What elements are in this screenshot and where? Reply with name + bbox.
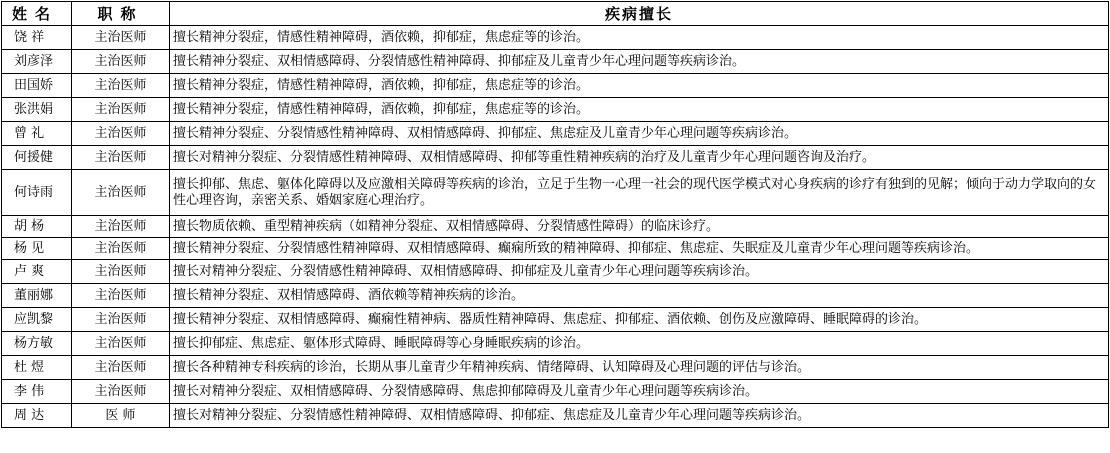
table-row — [2, 332, 1109, 356]
doctor-specialty: 擅长抑郁、焦虑、躯体化障碍以及应激相关障碍等疾病的诊治，立足于生物一心理一社会的现代医学模式对心身疾病的诊疗有独到的见解；倾向于动力学取向的女性心理咨询，亲密关系、婚姻家庭心理治疗。 — [170, 170, 1109, 216]
header-title: 职称 — [72, 2, 170, 26]
doctor-specialty: 擅长精神分裂症，情感性精神障碍，酒依赖，抑郁症，焦虑症等的诊治。 — [170, 26, 1109, 50]
doctor-name: 何援健 — [2, 146, 72, 170]
doctor-specialty: 擅长对精神分裂症、分裂情感性精神障碍、双相情感障碍、抑郁症、焦虑症及儿童青少年心理问题等疾病诊治。 — [170, 404, 1109, 428]
doctor-title: 主治医师 — [72, 332, 170, 356]
doctor-specialty: 擅长精神分裂症、分裂情感性精神障碍、双相情感障碍、癫痫所致的精神障碍、抑郁症、焦虑症、失眠症及儿童青少年心理问题等疾病诊治。 — [170, 238, 1109, 260]
doctor-name: 应凯黎 — [2, 308, 72, 332]
doctor-specialty: 擅长精神分裂症、双相情感障碍、癫痫性精神病、器质性精神障碍、焦虑症、抑郁症、酒依赖、创伤及应激障碍、睡眠障碍的诊治。 — [170, 308, 1109, 332]
doctor-name: 董丽娜 — [2, 284, 72, 308]
header-row — [2, 2, 1109, 26]
doctor-title: 主治医师 — [72, 50, 170, 74]
header-specialty: 疾病擅长 — [170, 2, 1109, 26]
doctor-title: 主治医师 — [72, 74, 170, 98]
table-row — [2, 26, 1109, 50]
doctor-specialty: 擅长精神分裂症，情感性精神障碍，酒依赖，抑郁症，焦虑症等的诊治。 — [170, 98, 1109, 122]
doctor-title: 主治医师 — [72, 170, 170, 216]
doctor-name: 杜 煜 — [2, 356, 72, 380]
table-row — [2, 356, 1109, 380]
table-row — [2, 308, 1109, 332]
table-row — [2, 146, 1109, 170]
doctor-name: 胡 杨 — [2, 216, 72, 238]
doctor-title: 主治医师 — [72, 308, 170, 332]
doctor-title: 主治医师 — [72, 260, 170, 284]
doctor-specialty: 擅长抑郁症、焦虑症、躯体形式障碍、睡眠障碍等心身睡眠疾病的诊治。 — [170, 332, 1109, 356]
doctor-name: 李 伟 — [2, 380, 72, 404]
doctor-name: 曾 礼 — [2, 122, 72, 146]
table-row — [2, 238, 1109, 260]
doctor-title: 主治医师 — [72, 216, 170, 238]
table-row — [2, 98, 1109, 122]
doctor-title: 主治医师 — [72, 98, 170, 122]
doctor-name: 刘彦泽 — [2, 50, 72, 74]
doctor-specialty: 擅长对精神分裂症、分裂情感性精神障碍、双相情感障碍、抑郁症及儿童青少年心理问题等疾病诊治。 — [170, 260, 1109, 284]
doctor-name: 杨方敏 — [2, 332, 72, 356]
doctor-title: 主治医师 — [72, 146, 170, 170]
doctor-title: 主治医师 — [72, 284, 170, 308]
table-row — [2, 404, 1109, 428]
doctor-specialty: 擅长精神分裂症、双相情感障碍、酒依赖等精神疾病的诊治。 — [170, 284, 1109, 308]
doctor-name: 杨 见 — [2, 238, 72, 260]
table-row — [2, 284, 1109, 308]
table-row — [2, 216, 1109, 238]
doctor-name: 何诗雨 — [2, 170, 72, 216]
doctor-name: 周 达 — [2, 404, 72, 428]
doctor-specialty: 擅长精神分裂症、双相情感障碍、分裂情感性精神障碍、抑郁症及儿童青少年心理问题等疾病诊治。 — [170, 50, 1109, 74]
table-row — [2, 260, 1109, 284]
table-row — [2, 74, 1109, 98]
table-row — [2, 170, 1109, 216]
doctor-specialty: 擅长对精神分裂症、双相情感障碍、分裂情感障碍、焦虑抑郁障碍及儿童青少年心理问题等疾病诊治。 — [170, 380, 1109, 404]
doctor-specialty: 擅长对精神分裂症、分裂情感性精神障碍、双相情感障碍、抑郁等重性精神疾病的治疗及儿童青少年心理问题咨询及治疗。 — [170, 146, 1109, 170]
doctor-name: 饶 祥 — [2, 26, 72, 50]
doctor-name: 田国娇 — [2, 74, 72, 98]
doctor-title: 医 师 — [72, 404, 170, 428]
doctor-title: 主治医师 — [72, 26, 170, 50]
table-row — [2, 50, 1109, 74]
doctor-title: 主治医师 — [72, 380, 170, 404]
doctor-specialty: 擅长精神分裂症，情感性精神障碍，酒依赖，抑郁症，焦虑症等的诊治。 — [170, 74, 1109, 98]
doctor-name: 张洪娟 — [2, 98, 72, 122]
doctor-title: 主治医师 — [72, 238, 170, 260]
doctor-title: 主治医师 — [72, 122, 170, 146]
header-name: 姓名 — [2, 2, 72, 26]
doctor-specialty: 擅长精神分裂症、分裂情感性精神障碍、双相情感障碍、抑郁症、焦虑症及儿童青少年心理问题等疾病诊治。 — [170, 122, 1109, 146]
table-row — [2, 380, 1109, 404]
doctor-specialty: 擅长各种精神专科疾病的诊治，长期从事儿童青少年精神疾病、情绪障碍、认知障碍及心理问题的评估与诊治。 — [170, 356, 1109, 380]
doctor-name: 卢 爽 — [2, 260, 72, 284]
doctor-specialty: 擅长物质依赖、重型精神疾病（如精神分裂症、双相情感障碍、分裂情感性障碍）的临床诊疗。 — [170, 216, 1109, 238]
doctor-specialty-table — [1, 1, 1109, 428]
table-row — [2, 122, 1109, 146]
doctor-title: 主治医师 — [72, 356, 170, 380]
